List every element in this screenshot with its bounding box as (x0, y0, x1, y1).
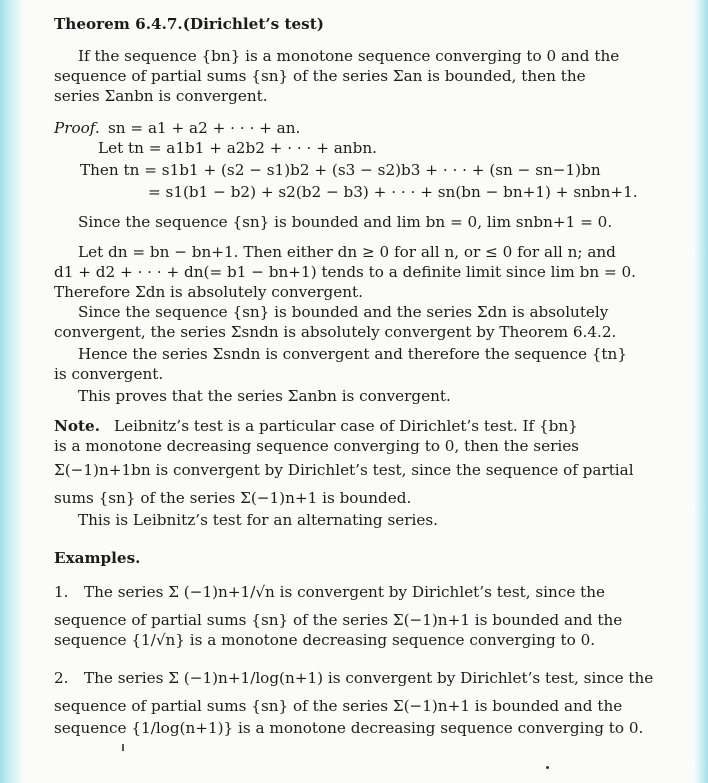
note-line-4: sums {sn} of the series Σ(−1)n+1 is bounded. (54, 489, 412, 507)
example-2-line-1: The series Σ (−1)n+1/log(n+1) is convergent by Dirichlet’s test, since the (84, 669, 654, 687)
theorem-heading: Theorem 6.4.7.(Dirichlet’s test) (54, 15, 324, 33)
proof-line-3: Then tn = s1b1 + (s2 − s1)b2 + (s3 − s2)b3 + · · · + (sn − sn−1)bn (80, 161, 601, 179)
proof-line-7: d1 + d2 + · · · + dn(= b1 − bn+1) tends to a definite limit since lim bn = 0. (54, 263, 636, 281)
scan-speck (546, 766, 549, 769)
note-line-1: Leibnitz’s test is a particular case of Dirichlet’s test. If {bn} (114, 417, 578, 435)
proof-line-11: Hence the series Σsndn is convergent and therefore the sequence {tn} (78, 345, 627, 363)
proof-line-5: Since the sequence {sn} is bounded and lim bn = 0, lim snbn+1 = 0. (78, 213, 613, 231)
theorem-line-2: sequence of partial sums {sn} of the series Σan is bounded, then the (54, 67, 586, 85)
page-edge-right (694, 0, 708, 783)
page-edge-left (0, 0, 22, 783)
proof-line-9: Since the sequence {sn} is bounded and the series Σdn is absolutely (78, 303, 609, 321)
proof-line-10: convergent, the series Σsndn is absolutely convergent by Theorem 6.4.2. (54, 323, 617, 341)
proof-line-1: sn = a1 + a2 + · · · + an. (108, 119, 301, 137)
note-line-5: This is Leibnitz’s test for an alternating series. (78, 511, 438, 529)
proof-line-6: Let dn = bn − bn+1. Then either dn ≥ 0 for all n, or ≤ 0 for all n; and (78, 243, 616, 261)
scan-speck (122, 744, 124, 751)
proof-line-4: = s1(b1 − b2) + s2(b2 − b3) + · · · + sn(bn − bn+1) + snbn+1. (148, 183, 638, 201)
examples-heading: Examples. (54, 549, 141, 567)
document-page (22, 0, 694, 783)
example-1-line-1: The series Σ (−1)n+1/√n is convergent by Dirichlet’s test, since the (84, 583, 606, 601)
proof-line-13: This proves that the series Σanbn is convergent. (78, 387, 451, 405)
proof-label: Proof. (54, 119, 100, 137)
example-2-line-2: sequence of partial sums {sn} of the series Σ(−1)n+1 is bounded and the (54, 697, 623, 715)
example-1-line-2: sequence of partial sums {sn} of the series Σ(−1)n+1 is bounded and the (54, 611, 623, 629)
note-label: Note. (54, 417, 100, 435)
theorem-line-3: series Σanbn is convergent. (54, 87, 268, 105)
note-line-2: is a monotone decreasing sequence converging to 0, then the series (54, 437, 579, 455)
proof-line-8: Therefore Σdn is absolutely convergent. (54, 283, 363, 301)
proof-line-12: is convergent. (54, 365, 164, 383)
example-1-number: 1. (54, 583, 69, 601)
example-1-line-3: sequence {1/√n} is a monotone decreasing sequence converging to 0. (54, 631, 596, 649)
note-line-3: Σ(−1)n+1bn is convergent by Dirichlet’s test, since the sequence of partial (54, 461, 634, 479)
proof-line-2: Let tn = a1b1 + a2b2 + · · · + anbn. (98, 139, 377, 157)
example-2-number: 2. (54, 669, 69, 687)
theorem-line-1: If the sequence {bn} is a monotone sequence converging to 0 and the (78, 47, 620, 65)
example-2-line-3: sequence {1/log(n+1)} is a monotone decreasing sequence converging to 0. (54, 719, 644, 737)
